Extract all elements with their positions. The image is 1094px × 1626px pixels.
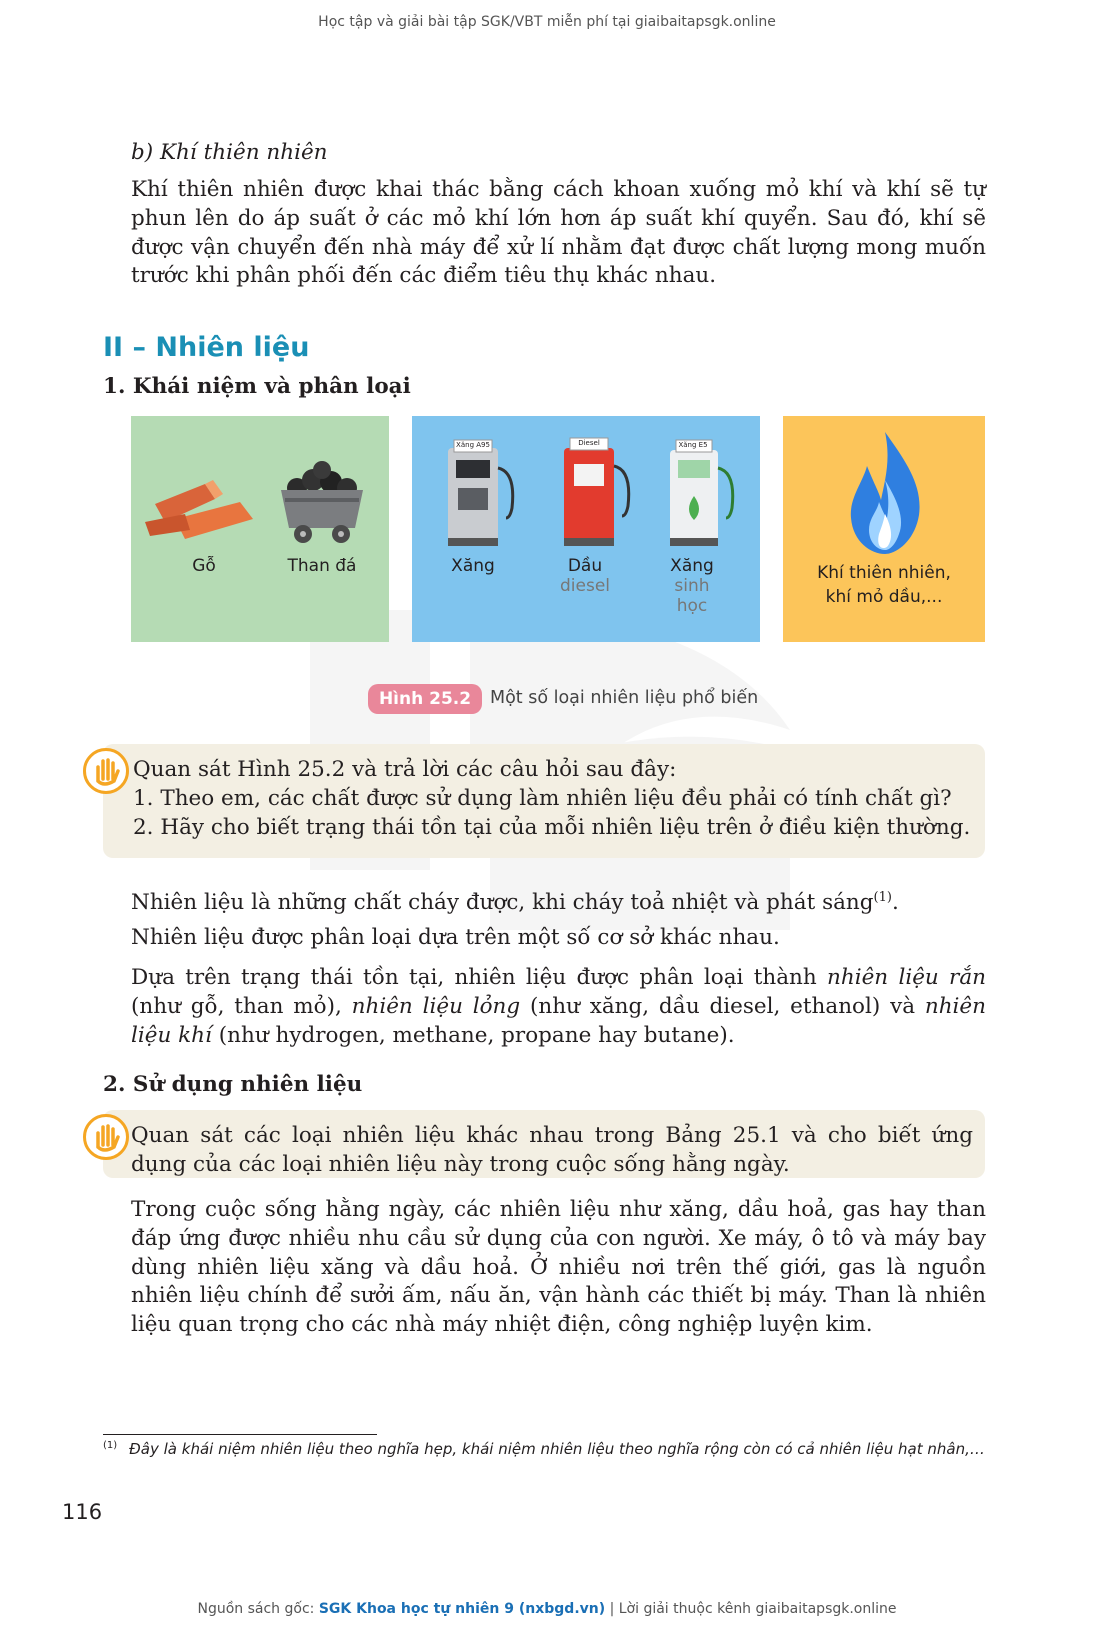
states-paragraph <box>131 964 986 1050</box>
states-solid: nhiên liệu rắn <box>827 965 986 990</box>
coal-label: Than đá <box>287 556 357 576</box>
figure-caption: Một số loại nhiên liệu phổ biến <box>490 688 759 708</box>
question1-item-1: 1. Theo em, các chất được sử dụng làm nhiên liệu đều phải có tính chất gì? <box>133 786 952 811</box>
states-c: (như xăng, dầu diesel, ethanol) và <box>520 993 925 1019</box>
gas-label-line2: khí mỏ dầu,... <box>825 587 943 607</box>
states-b: (như gỗ, than mỏ), <box>131 993 352 1019</box>
definition-end: . <box>891 890 899 916</box>
source-footer <box>0 1601 1094 1617</box>
gas-label-line1: Khí thiên nhiên, <box>817 563 951 583</box>
states-liquid: nhiên liệu lỏng <box>351 993 521 1019</box>
bio-label-line2: sinh <box>674 576 710 596</box>
bio-petrol-pump-icon <box>666 438 736 548</box>
classify-paragraph: Nhiên liệu được phân loại dựa trên một số cơ sở khác nhau. <box>131 925 780 950</box>
petrol-pump-icon <box>444 438 518 548</box>
diesel-label <box>540 556 630 596</box>
wood-icon <box>145 464 257 544</box>
solid-fuel-panel <box>131 416 389 642</box>
footer-prefix: Nguồn sách gốc: <box>197 1601 319 1617</box>
gas-fuel-panel <box>783 416 985 642</box>
figure-number-badge: Hình 25.2 <box>368 684 482 714</box>
page-number: 116 <box>62 1500 103 1524</box>
section-title: II – Nhiên liệu <box>103 332 310 363</box>
question2-text: Quan sát các loại nhiên liệu khác nhau trong Bảng 25.1 và cho biết ứng dụng của các loại nhiên liệu này trong cuộc sống hằng ngày. <box>131 1123 973 1177</box>
bio-label-line1: Xăng <box>670 556 714 576</box>
footnote-ref: (1) <box>873 890 892 905</box>
natural-gas-paragraph: Khí thiên nhiên được khai thác bằng cách khoan xuống mỏ khí và khí sẽ tự phun lên do áp suất ở các mỏ khí lớn hơn áp suất khí quyển. Sau đó, khí sẽ được vận chuyển đến nhà máy để xử lí nhằm đạt được chất lượng mong muốn trước khi phân phối đến các điểm tiêu thụ khác nhau. <box>131 177 986 289</box>
footnote <box>103 1440 985 1458</box>
footer-source: SGK Khoa học tự nhiên 9 (nxbgd.vn) <box>318 1601 606 1617</box>
pump-tag-a95: Xăng A95 <box>456 441 490 449</box>
wood-label: Gỗ <box>192 556 216 576</box>
subsection-title: b) Khí thiên nhiên <box>131 140 328 165</box>
pump-tag-diesel: Diesel <box>578 439 600 447</box>
footer-suffix: | Lời giải thuộc kênh giaibaitapsgk.online <box>605 1601 897 1617</box>
diesel-label-line1: Dầu <box>567 556 603 576</box>
definition-text: Nhiên liệu là những chất cháy được, khi cháy toả nhiệt và phát sáng <box>131 890 874 916</box>
bio-petrol-label <box>652 556 732 616</box>
diesel-label-line2: diesel <box>559 576 610 596</box>
footnote-text: Đây là khái niệm nhiên liệu theo nghĩa hẹp, khái niệm nhiên liệu theo nghĩa rộng còn có cả nhiên liệu hạt nhân,… <box>129 1440 985 1458</box>
pump-tag-e5: Xăng E5 <box>678 441 708 449</box>
bio-label-line3: học <box>676 596 708 616</box>
part2-heading: 2. Sử dụng nhiên liệu <box>103 1072 363 1097</box>
definition-paragraph <box>131 884 986 918</box>
petrol-label: Xăng <box>451 556 495 576</box>
flame-icon <box>845 430 925 556</box>
coal-cart-icon <box>277 458 367 550</box>
footnote-divider <box>103 1434 377 1435</box>
states-d: (như hydrogen, methane, propane hay butane). <box>211 1022 735 1048</box>
states-a: Dựa trên trạng thái tồn tại, nhiên liệu được phân loại thành <box>131 965 828 990</box>
hand-icon <box>83 1114 129 1160</box>
usage-paragraph: Trong cuộc sống hằng ngày, các nhiên liệu như xăng, dầu hoả, gas hay than đáp ứng được nhiều nhu cầu sử dụng của con người. Xe máy, ô tô và máy bay dùng nhiên liệu xăng và dầu hoả. Ở nhiều nơi trên thế giới, gas là nguồn nhiên liệu chính để sưởi ấm, nấu ăn, vận hành các thiết bị máy. Than là nhiên liệu quan trọng cho các nhà máy nhiệt điện, công nghiệp luyện kim. <box>131 1197 986 1338</box>
gas-label <box>783 561 985 609</box>
liquid-fuel-panel <box>412 416 760 642</box>
question1-item-2: 2. Hãy cho biết trạng thái tồn tại của mỗi nhiên liệu trên ở điều kiện thường. <box>133 815 971 840</box>
hand-icon <box>83 748 129 794</box>
diesel-pump-icon <box>560 436 634 548</box>
footnote-mark: (1) <box>103 1440 118 1451</box>
states-gas: nhiên liệu khí <box>131 993 986 1048</box>
top-banner: Học tập và giải bài tập SGK/VBT miễn phí tại giaibaitapsgk.online <box>318 14 776 30</box>
question1-intro: Quan sát Hình 25.2 và trả lời các câu hỏi sau đây: <box>133 757 677 782</box>
part1-heading: 1. Khái niệm và phân loại <box>103 374 411 399</box>
